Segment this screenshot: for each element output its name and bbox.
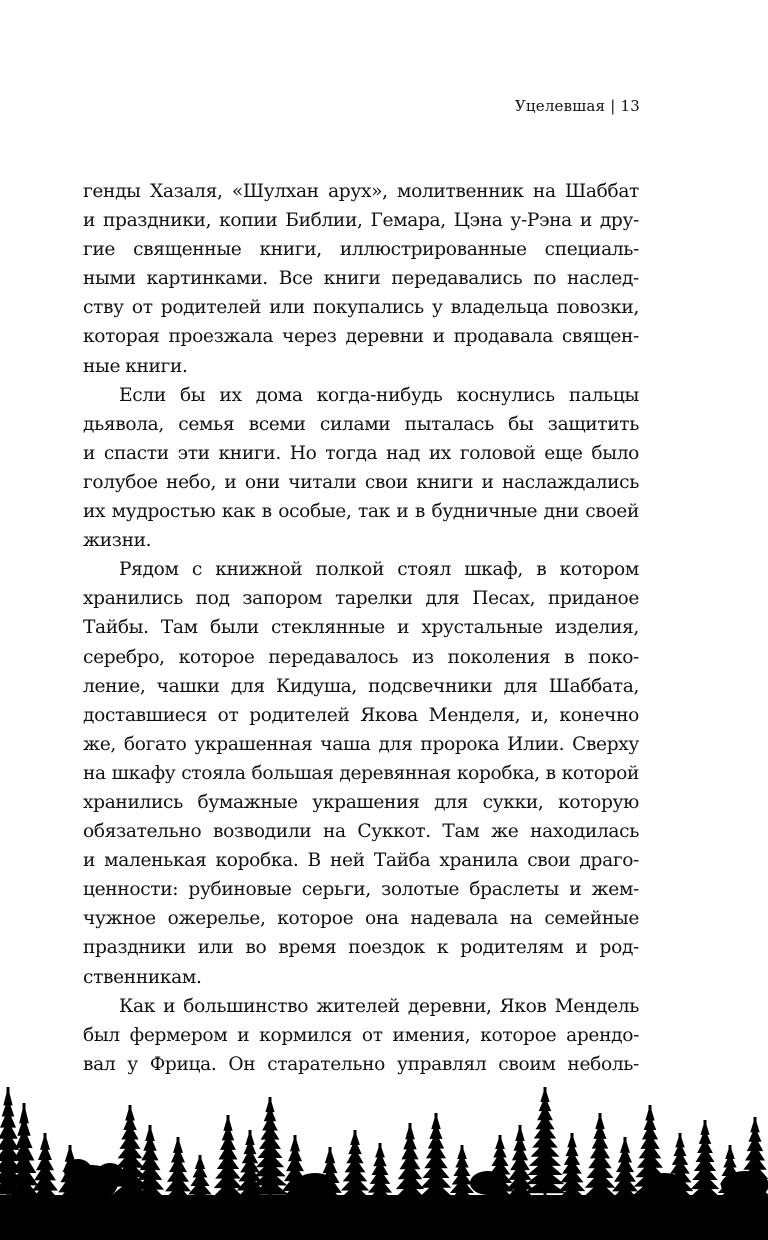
text-line: ценности: рубиновые серьги, золотые браслеты и жем- bbox=[83, 879, 639, 901]
tree-trunk bbox=[44, 1133, 47, 1205]
tree-trunk bbox=[227, 1115, 230, 1205]
text-line: дьявола, семья всеми силами пыталась бы защитить bbox=[83, 413, 639, 435]
text-line: ные книги. bbox=[83, 355, 188, 377]
tree-trunk bbox=[177, 1137, 180, 1205]
text-line: ству от родителей или покупались у владельца повозки, bbox=[83, 297, 639, 319]
book-title: Уцелевшая bbox=[514, 97, 606, 115]
text-line: был фермером и кормился от имения, которое арендо- bbox=[83, 1024, 639, 1046]
forest-silhouette-icon bbox=[0, 1075, 768, 1240]
text-line: ление, чашки для Кидуша, подсвечники для Шаббата, bbox=[83, 675, 639, 697]
paragraph-first-line: Рядом с книжной полкой стоял шкаф, в котором bbox=[119, 559, 639, 581]
tree-trunk bbox=[249, 1130, 252, 1205]
tree-trunk bbox=[354, 1130, 357, 1205]
text-line: обязательно возводили на Суккот. Там же находилась bbox=[83, 821, 639, 843]
text-line: и маленькая коробка. В ней Тайба хранила свои драго- bbox=[83, 850, 639, 872]
text-line: голубое небо, и они читали свои книги и наслаждались bbox=[83, 471, 639, 493]
text-line: генды Хазаля, «Шулхан арух», молитвенник на Шаббат bbox=[83, 181, 639, 202]
tree-trunk bbox=[704, 1120, 707, 1205]
tree-trunk bbox=[23, 1103, 26, 1205]
forest-ground bbox=[0, 1195, 768, 1240]
text-line: и праздники, копии Библии, Гемара, Цэна у-Рэна и дру- bbox=[83, 210, 639, 232]
text-line: вал у Фрица. Он старательно управлял своим неболь- bbox=[83, 1053, 639, 1075]
text-line: на шкафу стояла большая деревянная коробка, в которой bbox=[83, 762, 639, 784]
tree-trunk bbox=[571, 1133, 574, 1205]
tree-crown bbox=[470, 1171, 506, 1195]
text-line: же, богато украшенная чаша для пророка Илии. Сверху bbox=[83, 733, 639, 755]
tree-trunk bbox=[599, 1113, 602, 1205]
text-line: гие священные книги, иллюстрированные специаль- bbox=[83, 239, 639, 261]
text-line: и спасти эти книги. Но тогда над их головой еще было bbox=[83, 442, 639, 464]
text-line: чужное ожерелье, которое она надевала на семейные bbox=[83, 908, 639, 930]
body-text bbox=[83, 177, 639, 1079]
text-line: ными картинками. Все книги передавались по наслед- bbox=[83, 268, 639, 290]
tree-trunk bbox=[544, 1087, 547, 1205]
text-line: хранились бумажные украшения для сукки, которую bbox=[83, 791, 639, 813]
tree-trunk bbox=[149, 1125, 152, 1205]
tree-trunk bbox=[409, 1123, 412, 1205]
text-line: праздники или во время поездок к родителям и род- bbox=[83, 937, 639, 959]
paragraph-first-line: Как и большинство жителей деревни, Яков Мендель bbox=[119, 995, 639, 1017]
text-line: которая проезжала через деревни и продавала священ- bbox=[83, 326, 639, 348]
tree-trunk bbox=[294, 1135, 297, 1205]
text-line: хранились под запором тарелки для Песах, приданое bbox=[83, 588, 639, 610]
text-line: жизни. bbox=[83, 530, 152, 552]
tree-crown bbox=[96, 1163, 124, 1187]
text-line: ственникам. bbox=[83, 966, 202, 988]
tree-crown bbox=[64, 1159, 92, 1183]
text-line: их мудростью как в особые, так и в будничные дни своей bbox=[83, 501, 639, 523]
tree-crown bbox=[295, 1173, 335, 1197]
text-line: доставшиеся от родителей Якова Менделя, и, конечно bbox=[83, 704, 639, 726]
tree-trunk bbox=[7, 1087, 10, 1205]
running-header bbox=[515, 97, 640, 115]
header-separator: | bbox=[610, 97, 616, 115]
tree-trunk bbox=[269, 1097, 272, 1205]
text-line: Тайбы. Там были стеклянные и хрустальные изделия, bbox=[83, 617, 639, 639]
tree-crown bbox=[645, 1173, 685, 1197]
tree-trunk bbox=[499, 1135, 502, 1205]
tree-trunk bbox=[435, 1113, 438, 1205]
text-line: серебро, которое передавалось из поколения в поко- bbox=[83, 646, 639, 668]
tree-trunk bbox=[679, 1133, 682, 1205]
page-number: 13 bbox=[620, 97, 640, 115]
paragraph-first-line: Если бы их дома когда-нибудь коснулись пальцы bbox=[119, 384, 639, 406]
tree-trunk bbox=[624, 1137, 627, 1205]
tree-trunk bbox=[129, 1105, 132, 1205]
tree-trunk bbox=[519, 1125, 522, 1205]
tree-crown bbox=[721, 1171, 768, 1199]
